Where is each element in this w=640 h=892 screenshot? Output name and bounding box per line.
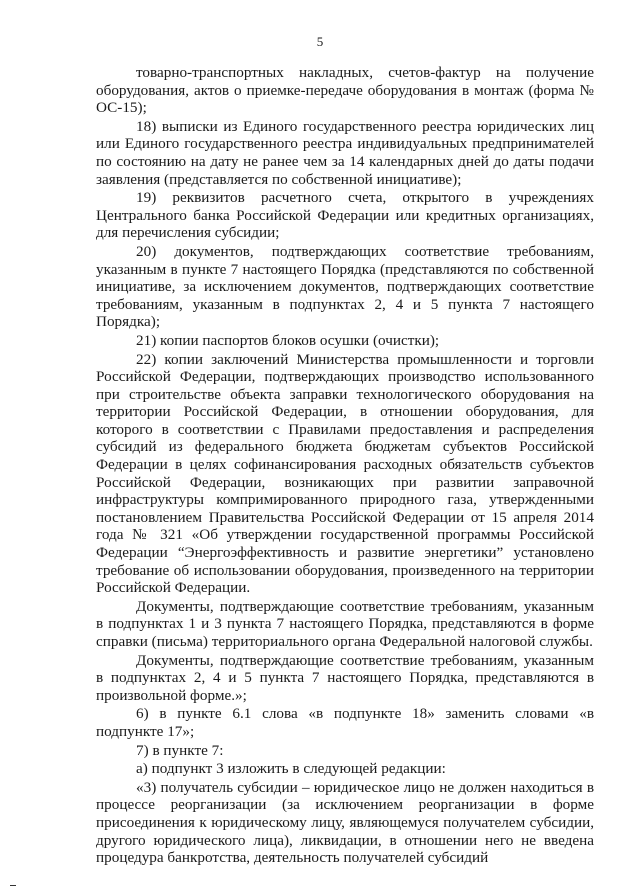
page-number: 5 [316, 34, 324, 49]
paragraph-item-21: 21) копии паспортов блоков осушки (очистки); [136, 331, 440, 349]
paragraph-subitem-a: а) подпункт 3 изложить в следующей редакции: [136, 760, 446, 778]
paragraph-item-7: 7) в пункте 7: [136, 741, 224, 759]
paragraph-documents-1-3: Документы, подтверждающие соответствие требованиям, указанным в подпунктах 1 и 3 пункта 7 настоящего Порядка, представляются в форме справки (письма) территориального органа Федеральной налоговой службы. [96, 597, 594, 650]
paragraph-item-22: 22) копии заключений Министерства промышленности и торговли Российской Федерации, подтверждающих производство использованного при строительстве объекта заправки технологического оборудования на территории Российской Федерации, в отношении оборудования, для которого в соответствии с Правилами предоставления и распределения субсидий из федерального бюджета бюджетам субъектов Российской Федерации в целях софинансирования расходных обязательств субъектов Российской Федерации, возникающих при развитии заправочной инфраструктуры компримированного природного газа, утвержденными постановлением Правительства Российской Федерации от 15 апреля 2014 года № 321 «Об утверждении государственной программы Российской Федерации “Энергоэффективность и развитие энергетики” установлено требование об использовании оборудования, произведенного на территории Российской Федерации. [96, 350, 594, 597]
paragraph-item-18: 18) выписки из Единого государственного реестра юридических лиц или Единого государственного реестра индивидуальных предпринимателей по состоянию на дату не ранее чем за 14 календарных дней до даты подачи заявления (представляется по собственной инициативе); [96, 117, 594, 188]
document-body [96, 64, 594, 868]
margin-mark [10, 885, 16, 886]
paragraph-documents-2-4-5: Документы, подтверждающие соответствие требованиям, указанным в подпунктах 2, 4 и 5 пункта 7 настоящего Порядка, представляются в произвольной форме.»; [96, 651, 594, 704]
paragraph-quoted-3: «3) получатель субсидии – юридическое лицо не должен находиться в процессе реорганизации (за исключением реорганизации в форме присоединения к юридическому лицу, являющемуся получателем субсидии, другого юридического лица), ликвидации, в отношении него не введена процедура банкротства, деятельность получателей субсидий [96, 778, 594, 867]
paragraph-item-20: 20) документов, подтверждающих соответствие требованиям, указанным в пункте 7 настоящего Порядка (представляются по собственной инициативе, за исключением документов, подтверждающих соответствие требованиям, указанным в подпунктах 2, 4 и 5 пункта 7 настоящего Порядка); [96, 242, 594, 331]
paragraph-item-19: 19) реквизитов расчетного счета, открытого в учреждениях Центрального банка Российской Федерации или кредитных организациях, для перечисления субсидии; [96, 189, 594, 242]
paragraph-item-6: 6) в пункте 6.1 слова «в подпункте 18» заменить словами «в подпункте 17»; [96, 705, 594, 740]
paragraph-continuation: товарно-транспортных накладных, счетов-фактур на получение оборудования, актов о приемке-передаче оборудования в монтаж (форма № ОС-15); [96, 64, 594, 117]
